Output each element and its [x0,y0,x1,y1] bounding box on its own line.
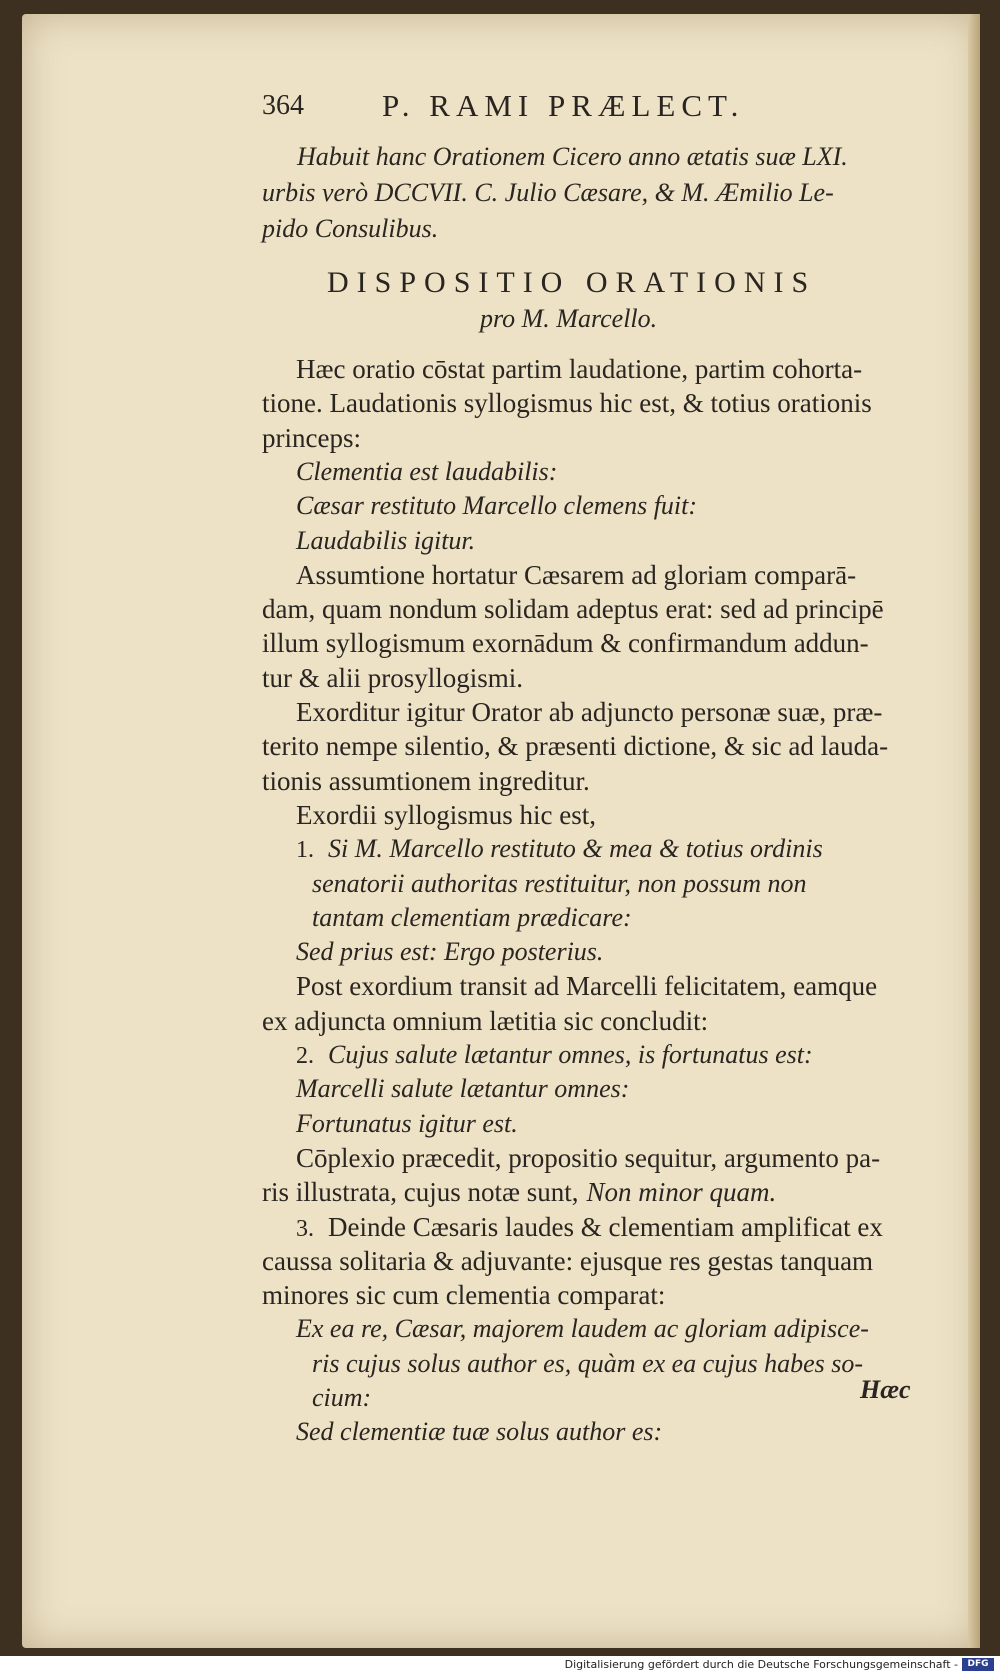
body-line-text: tionis assumtionem ingreditur. [262,765,590,796]
body-line-text: dam, quam nondum solidam adeptus erat: sed ad principē [262,594,884,625]
body-line [296,354,862,385]
catchword: Hæc [860,1375,911,1404]
body-line-text: ris cujus solus author es, quàm ex ea cujus habes so- [312,1348,864,1378]
body-line [262,766,590,797]
body-line [296,834,823,864]
body-line [296,1074,629,1104]
body-line [312,1383,371,1413]
body-line-text: Exorditur igitur Orator ab adjuncto personæ suæ, præ- [296,697,883,727]
intro-line: urbis verò DCCVII. C. Julio Cæsare, & M. Æmilio Le- [262,178,834,207]
body-line-text: terito nempe silentio, & præsenti dictione, & sic ad lauda- [262,731,889,762]
body-line [296,1143,880,1174]
body-line-text: minores sic cum clementia comparat: [262,1280,666,1311]
running-title: P. RAMI PRÆLECT. [382,88,745,123]
section-title: DISPOSITIO ORATIONIS [327,266,817,299]
item-number: 2. [296,1043,314,1069]
body-line-text: tur & alii prosyllogismi. [262,662,523,693]
body-line-text: Sed clementiæ tuæ solus author es: [296,1417,663,1447]
body-line-text: tione. Laudationis syllogismus hic est, & totius orationis [262,388,872,419]
body-line-text: Ex ea re, Cæsar, majorem laudem ac gloriam adipisce- [296,1314,869,1344]
page-number: 364 [262,90,304,121]
intro-line: Habuit hanc Orationem Cicero anno ætatis suæ LXI. [297,142,848,171]
body-line [262,423,361,454]
body-line [296,560,856,591]
page-edge [968,14,980,1648]
body-line-text: Deinde Cæsaris laudes & clementiam amplificat ex [328,1211,883,1242]
body-line-text: senatorii authoritas restituitur, non possum non [312,868,807,898]
body-line [312,903,632,933]
body-line-text: Post exordium transit ad Marcelli felicitatem, eamque [296,971,878,1002]
body-line [296,526,475,556]
body-line [296,457,557,487]
body-line-text: ris illustrata, cujus notæ sunt, [262,1177,579,1208]
body-line [296,1109,518,1139]
body-line [296,1040,813,1070]
body-line-text: Si M. Marcello restituto & mea & totius ordinis [328,834,823,864]
book-page [22,14,980,1648]
body-line [262,628,869,659]
dfg-logo: DFG [962,1658,994,1671]
body-line-italic-tail: Non minor quam. [586,1177,777,1208]
body-line [262,1280,665,1311]
item-number: 3. [296,1215,314,1242]
body-line [296,800,596,831]
section-subtitle: pro M. Marcello. [480,304,658,333]
body-line [262,663,523,694]
footer-text: Digitalisierung gefördert durch die Deutsche Forschungsgemeinschaft - [564,1658,958,1671]
body-line [296,937,603,967]
body-line-text: princeps: [262,422,361,453]
body-line-text: Sed prius est: Ergo posterius. [296,937,604,967]
body-line-text: Fortunatus igitur est. [296,1108,518,1138]
body-line-text: Clementia est laudabilis: [296,456,558,486]
body-line [312,1349,863,1379]
body-line [296,1212,883,1243]
body-line [312,869,807,899]
body-line [262,388,872,419]
body-line [262,594,884,625]
body-line-text: Exordii syllogismus hic est, [296,799,596,830]
body-line [296,1417,662,1447]
body-line-text: ex adjuncta omnium lætitia sic concludit: [262,1005,709,1036]
body-line-text: Hæc oratio cōstat partim laudatione, partim cohorta- [296,354,863,384]
body-line [296,971,877,1002]
body-line-text: Cujus salute lætantur omnes, is fortunatus est: [328,1040,813,1069]
body-line-text: caussa solitaria & adjuvante: ejusque res gestas tanquam [262,1245,874,1276]
body-line-text: Cæsar restituto Marcello clemens fuit: [296,491,698,521]
body-line [262,731,888,762]
footer-bar [0,1656,1000,1674]
body-line-text: cium: [312,1383,372,1412]
body-line-text: Cōplexio præcedit, propositio sequitur, argumento pa- [296,1142,881,1173]
body-line [262,1006,708,1037]
body-line-text: tantam clementiam prædicare: [312,902,632,932]
item-number: 1. [296,837,314,864]
body-line [296,491,697,521]
body-line-text: Laudabilis igitur. [296,525,476,555]
intro-line: pido Consulibus. [262,214,439,243]
body-line [262,1246,873,1277]
body-line-text: Assumtione hortatur Cæsarem ad gloriam comparā- [296,559,857,590]
body-line [296,697,882,728]
body-line [262,1177,776,1208]
body-line-text: Marcelli salute lætantur omnes: [296,1074,630,1104]
body-line [296,1314,869,1344]
body-line-text: illum syllogismum exornādum & confirmandum addun- [262,628,869,659]
